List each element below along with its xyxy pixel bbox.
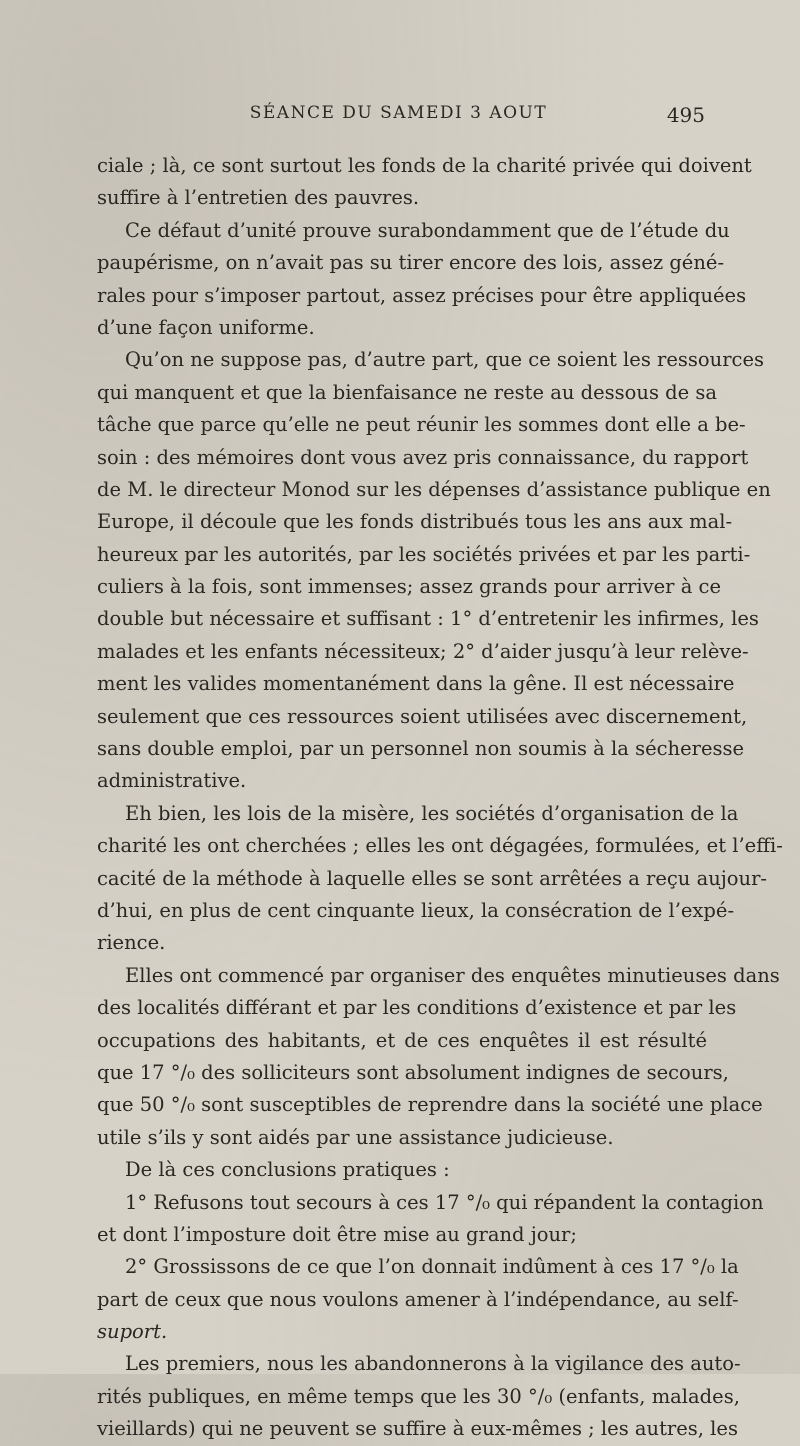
text-line: vieillards) qui ne peuvent se suffire à eux-mêmes ; les autres, les: [97, 1417, 738, 1441]
text-line: administrative.: [97, 769, 247, 793]
text-line: soin : des mémoires dont vous avez pris connaissance, du rapport: [97, 445, 749, 469]
text-line: De là ces conclusions pratiques :: [125, 1158, 450, 1182]
text-line: suport.: [97, 1320, 168, 1344]
body-text: [97, 150, 783, 1446]
text-line: suffire à l’entretien des pauvres.: [97, 186, 420, 210]
text-line: ciale ; là, ce sont surtout les fonds de la charité privée qui doivent: [97, 154, 752, 177]
text-line: Eh bien, les lois de la misère, les sociétés d’organisation de la: [125, 801, 739, 825]
running-head: [92, 103, 705, 133]
text-line: Ce défaut d’unité prouve surabondamment que de l’étude du: [125, 218, 730, 242]
text-line: 2° Grossissons de ce que l’on donnait indûment à ces 17 °/₀ la: [125, 1255, 739, 1279]
text-line: culiers à la fois, sont immenses; assez grands pour arriver à ce: [97, 575, 721, 599]
text-line: que 17 °/₀ des solliciteurs sont absolument indignes de secours,: [97, 1060, 729, 1084]
text-line: double but nécessaire et suffisant : 1° d’entretenir les infirmes, les: [97, 607, 759, 631]
text-line: de M. le directeur Monod sur les dépenses d’assistance publique en: [97, 477, 771, 501]
text-line: rités publiques, en même temps que les 30 °/₀ (enfants, malades,: [97, 1384, 740, 1408]
text-line: rales pour s’imposer partout, assez précises pour être appliquées: [97, 283, 747, 307]
text-line: des localités différant et par les conditions d’existence et par les: [97, 996, 737, 1020]
text-line: d’hui, en plus de cent cinquante lieux, la consécration de l’expé-: [97, 898, 735, 922]
text-line: Les premiers, nous les abandonnerons à la vigilance des auto-: [125, 1352, 741, 1376]
text-line: cacité de la méthode à laquelle elles se sont arrêtées a reçu aujour-: [97, 866, 768, 890]
text-line: sans double emploi, par un personnel non soumis à la sécheresse: [97, 737, 745, 761]
page-number: 495: [666, 103, 705, 127]
running-head-title: SÉANCE DU SAMEDI 3 AOUT: [249, 103, 548, 123]
text-line: Elles ont commencé par organiser des enquêtes minutieuses dans: [125, 963, 780, 987]
text-line: malades et les enfants nécessiteux; 2° d’aider jusqu’à leur relève-: [97, 639, 749, 663]
text-line: part de ceux que nous voulons amener à l’indépendance, au self-: [97, 1287, 739, 1311]
text-line: Qu’on ne suppose pas, d’autre part, que ce soient les ressources: [125, 348, 764, 372]
text-line: seulement que ces ressources soient utilisées avec discernement,: [97, 704, 748, 728]
text-line: charité les ont cherchées ; elles les ont dégagées, formulées, et l’effi-: [97, 834, 783, 858]
text-line: qui manquent et que la bienfaisance ne reste au dessous de sa: [97, 380, 718, 404]
text-line: Europe, il découle que les fonds distribués tous les ans aux mal-: [97, 510, 733, 534]
text-line: 1° Refusons tout secours à ces 17 °/₀ qui répandent la contagion: [125, 1190, 764, 1214]
text-line: paupérisme, on n’avait pas su tirer encore des lois, assez géné-: [97, 251, 725, 275]
text-line: d’une façon uniforme.: [97, 315, 315, 339]
text-line: occupations des habitants, et de ces enquêtes il est résulté: [97, 1028, 707, 1052]
text-line: utile s’ils y sont aidés par une assistance judicieuse.: [97, 1125, 614, 1149]
text-line: heureux par les autorités, par les sociétés privées et par les parti-: [97, 542, 751, 566]
text-line: et dont l’imposture doit être mise au grand jour;: [97, 1222, 577, 1246]
text-line: ment les valides momentanément dans la gêne. Il est nécessaire: [97, 672, 735, 696]
text-line: rience.: [97, 931, 166, 955]
text-line: tâche que parce qu’elle ne peut réunir les sommes dont elle a be-: [97, 413, 746, 437]
text-line: que 50 °/₀ sont susceptibles de reprendre dans la société une place: [97, 1093, 763, 1117]
